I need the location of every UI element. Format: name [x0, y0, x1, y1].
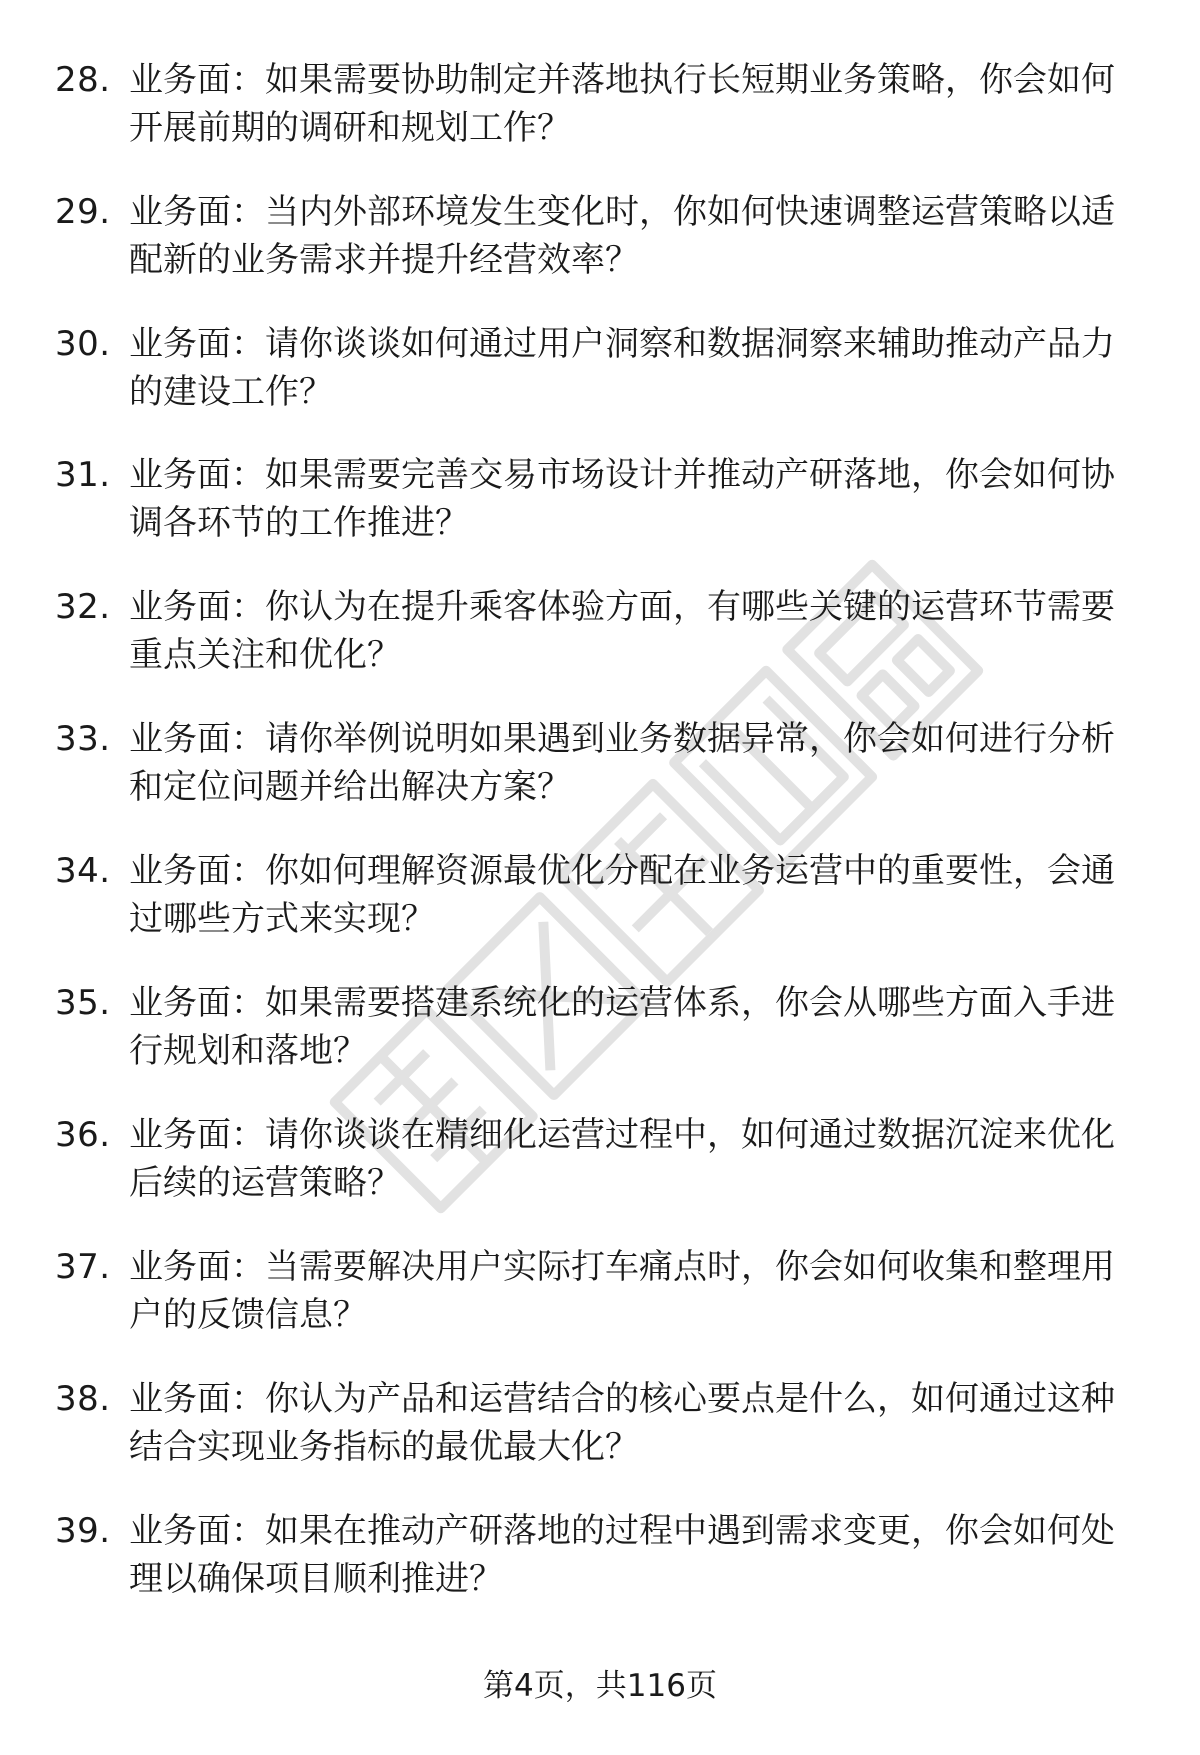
question-item-37	[0, 1243, 1200, 1363]
question-item-29	[0, 188, 1200, 308]
question-number: 29.	[55, 192, 111, 232]
question-body: 如果需要搭建系统化的运营体系，你会从哪些方面入手进行规划和落地？	[129, 983, 1115, 1071]
question-category: 业务面：	[129, 1511, 265, 1551]
question-text	[129, 56, 1139, 152]
question-number: 35.	[55, 983, 111, 1023]
question-item-35	[0, 979, 1200, 1099]
question-text	[129, 451, 1139, 547]
question-text	[129, 979, 1139, 1075]
question-category: 业务面：	[129, 192, 265, 232]
question-body: 请你谈谈在精细化运营过程中，如何通过数据沉淀来优化后续的运营策略？	[129, 1115, 1115, 1203]
question-number: 39.	[55, 1511, 111, 1551]
question-number: 34.	[55, 851, 111, 891]
question-text	[129, 1507, 1139, 1603]
question-category: 业务面：	[129, 1247, 265, 1287]
question-number: 32.	[55, 587, 111, 627]
question-category: 业务面：	[129, 983, 265, 1023]
question-text	[129, 1243, 1139, 1339]
question-number: 37.	[55, 1247, 111, 1287]
question-item-31	[0, 451, 1200, 571]
question-text	[129, 320, 1139, 416]
question-category: 业务面：	[129, 324, 265, 364]
question-item-38	[0, 1375, 1200, 1495]
question-item-30	[0, 320, 1200, 440]
question-item-33	[0, 715, 1200, 835]
question-item-36	[0, 1111, 1200, 1231]
question-body: 请你举例说明如果遇到业务数据异常，你会如何进行分析和定位问题并给出解决方案？	[129, 719, 1115, 807]
question-category: 业务面：	[129, 1115, 265, 1155]
question-item-34	[0, 847, 1200, 967]
question-category: 业务面：	[129, 60, 265, 100]
question-text	[129, 583, 1139, 679]
question-number: 30.	[55, 324, 111, 364]
question-number: 31.	[55, 455, 111, 495]
question-category: 业务面：	[129, 1379, 265, 1419]
question-item-39	[0, 1507, 1200, 1627]
question-text	[129, 1111, 1139, 1207]
question-text	[129, 1375, 1139, 1471]
question-text	[129, 188, 1139, 284]
question-number: 36.	[55, 1115, 111, 1155]
question-number: 28.	[55, 60, 111, 100]
question-body: 当内外部环境发生变化时，你如何快速调整运营策略以适配新的业务需求并提升经营效率？	[129, 192, 1115, 280]
page-number-label: 第4页，共116页	[483, 1668, 717, 1704]
question-body: 你认为在提升乘客体验方面，有哪些关键的运营环节需要重点关注和优化？	[129, 587, 1115, 675]
question-category: 业务面：	[129, 719, 265, 759]
question-category: 业务面：	[129, 455, 265, 495]
question-category: 业务面：	[129, 587, 265, 627]
question-category: 业务面：	[129, 851, 265, 891]
question-text	[129, 847, 1139, 943]
question-body: 如果需要完善交易市场设计并推动产研落地，你会如何协调各环节的工作推进？	[129, 455, 1115, 543]
question-body: 你如何理解资源最优化分配在业务运营中的重要性，会通过哪些方式来实现？	[129, 851, 1115, 939]
question-body: 当需要解决用户实际打车痛点时，你会如何收集和整理用户的反馈信息？	[129, 1247, 1115, 1335]
question-item-28	[0, 56, 1200, 176]
question-body: 如果需要协助制定并落地执行长短期业务策略，你会如何开展前期的调研和规划工作？	[129, 60, 1115, 148]
question-body: 请你谈谈如何通过用户洞察和数据洞察来辅助推动产品力的建设工作？	[129, 324, 1115, 412]
question-number: 38.	[55, 1379, 111, 1419]
question-body: 你认为产品和运营结合的核心要点是什么，如何通过这种结合实现业务指标的最优最大化？	[129, 1379, 1115, 1467]
question-number: 33.	[55, 719, 111, 759]
question-item-32	[0, 583, 1200, 703]
page-footer	[0, 1666, 1200, 1706]
question-body: 如果在推动产研落地的过程中遇到需求变更，你会如何处理以确保项目顺利推进？	[129, 1511, 1115, 1599]
question-text	[129, 715, 1139, 811]
